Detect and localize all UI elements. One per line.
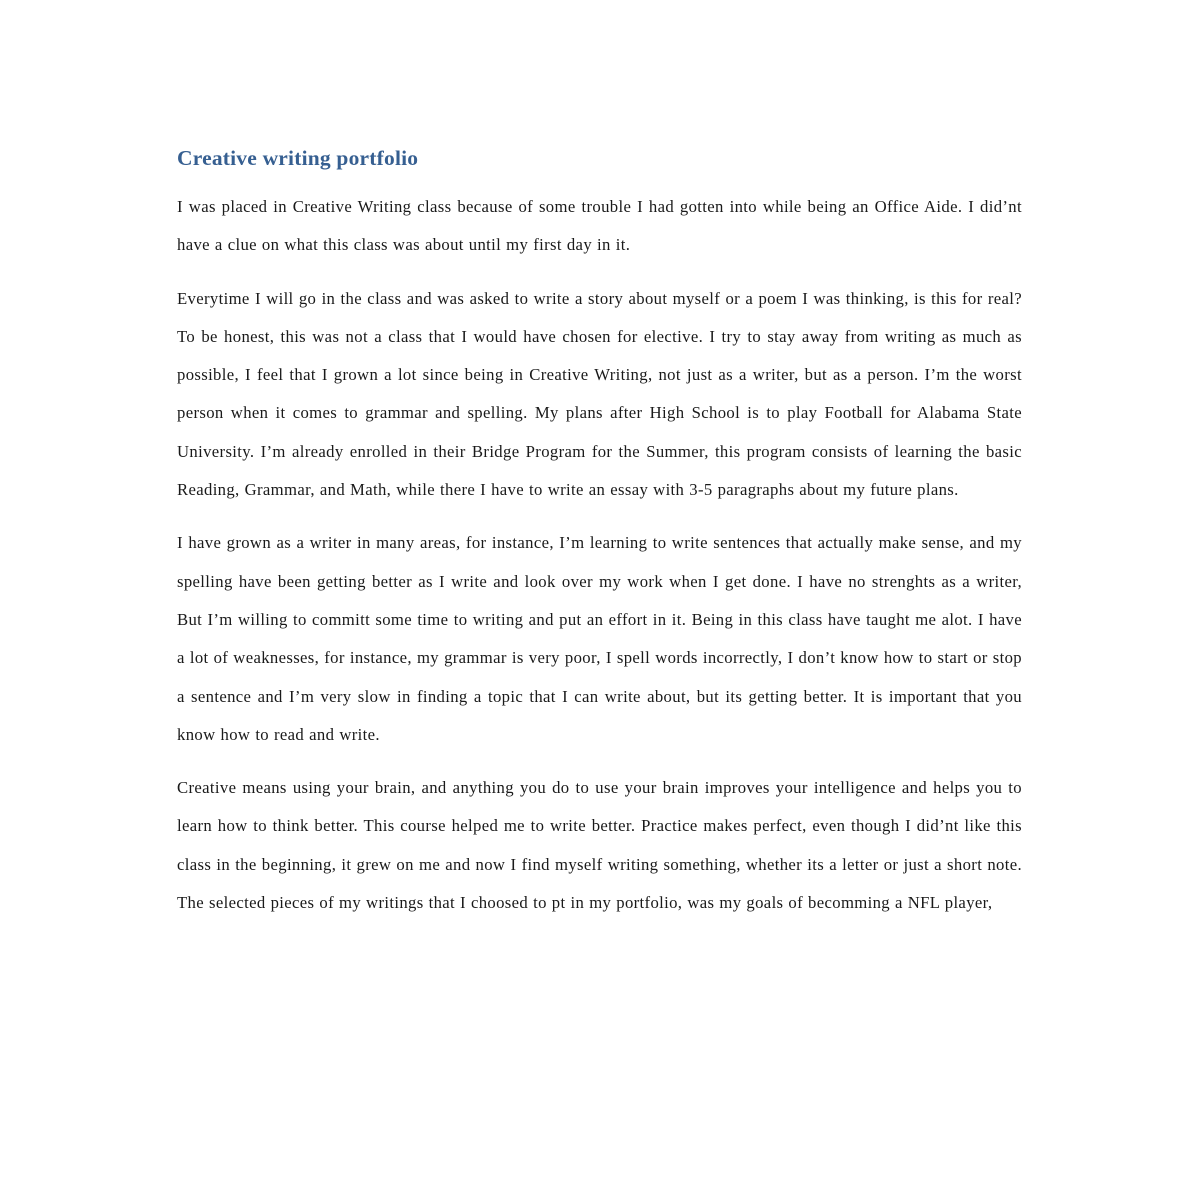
paragraph-growth: I have grown as a writer in many areas, for instance, I’m learning to write sentences that actually make sense, and my spelling have been getting better as I write and look over my work when I get done. I have no strenghts as a writer, But I’m willing to committ some time to writing and put an effort in it. Being in this class have taught me alot. I have a lot of weaknesses, for instance, my grammar is very poor, I spell words incorrectly, I don’t know how to start or stop a sentence and I’m very slow in finding a topic that I can write about, but its getting better. It is important that you know how to read and write. (177, 533, 1022, 744)
paragraph-creativity: Creative means using your brain, and anything you do to use your brain improves your intelligence and helps you to learn how to think better. This course helped me to write better. Practice makes perfect, even though I did’nt like this class in the beginning, it grew on me and now I find myself writing something, whether its a letter or just a short note. The selected pieces of my writings that I choosed to pt in my portfolio, was my goals of becomming a NFL player, (177, 778, 1022, 913)
paragraph-placement: I was placed in Creative Writing class because of some trouble I had gotten into while being an Office Aide. I did’nt have a clue on what this class was about until my first day in it. (177, 197, 1022, 255)
document-body (177, 143, 1022, 922)
document-title: Creative writing portfolio (177, 146, 419, 170)
paragraph-experience: Everytime I will go in the class and was asked to write a story about myself or a poem I was thinking, is this for real? To be honest, this was not a class that I would have chosen for elective. I try to stay away from writing as much as possible, I feel that I grown a lot since being in Creative Writing, not just as a writer, but as a person. I’m the worst person when it comes to grammar and spelling. My plans after High School is to play Football for Alabama State University. I’m already enrolled in their Bridge Program for the Summer, this program consists of learning the basic Reading, Grammar, and Math, while there I have to write an essay with 3-5 paragraphs about my future plans. (177, 288, 1022, 500)
